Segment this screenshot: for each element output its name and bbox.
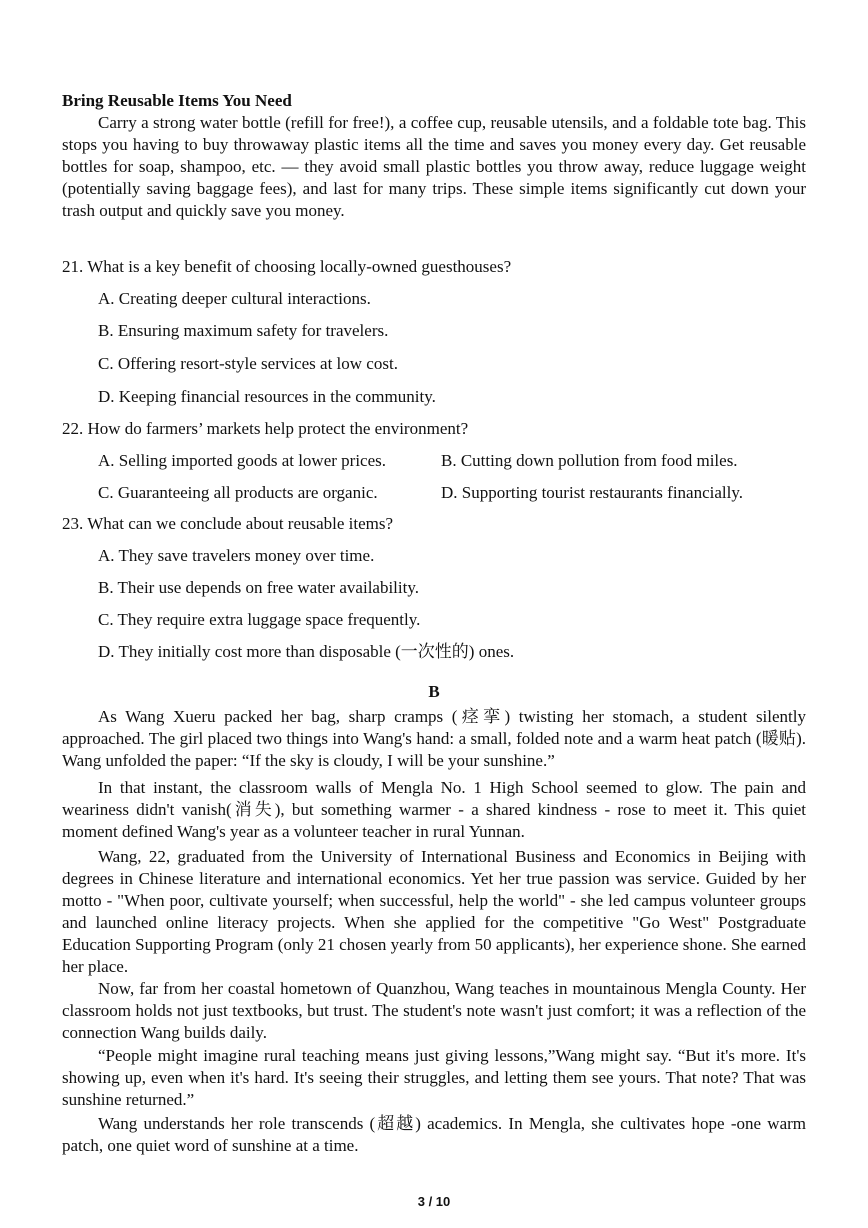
passage-b-paragraph-3: Wang, 22, graduated from the University of International Business and Economics in Beijing with degrees in Chinese literature and international economics. Yet her true passion was service. Guided by her motto - "When poor, cultivate yourself; when successful, help the world" - she led campus volunteer groups and launched online literacy projects. When she applied for the competitive "Go West" Postgraduate Education Supporting Program (only 21 chosen yearly from 50 applicants), her experience shone. She earned her place.	[62, 847, 806, 976]
question-23-option-c: C. They require extra luggage space frequently.	[98, 610, 421, 629]
question-21-option-c: C. Offering resort-style services at low cost.	[98, 354, 398, 373]
question-21-stem: 21. What is a key benefit of choosing locally-owned guesthouses?	[62, 257, 512, 276]
question-23-option-d: D. They initially cost more than disposable (一次性的) ones.	[98, 642, 515, 661]
passage-b-paragraph-6: Wang understands her role transcends (超越) academics. In Mengla, she cultivates hope -one warm patch, one quiet word of sunshine at a time.	[62, 1114, 806, 1155]
question-23-option-b: B. Their use depends on free water availability.	[98, 578, 419, 597]
question-21-option-a: A. Creating deeper cultural interactions.	[98, 289, 371, 308]
question-21-option-b: B. Ensuring maximum safety for travelers.	[98, 321, 389, 340]
passage-b-paragraph-4: Now, far from her coastal hometown of Quanzhou, Wang teaches in mountainous Mengla County. Her classroom holds not just textbooks, but trust. The student's note wasn't just comfort; it was a reflection of the connection Wang builds daily.	[62, 979, 806, 1042]
question-23-option-a: A. They save travelers money over time.	[98, 546, 375, 565]
question-22-option-d: D. Supporting tourist restaurants financially.	[441, 483, 744, 502]
question-22-option-c: C. Guaranteeing all products are organic.	[98, 483, 378, 502]
question-22-option-a: A. Selling imported goods at lower prices.	[98, 451, 387, 470]
passage-b-paragraph-1: As Wang Xueru packed her bag, sharp cramps (痉挛) twisting her stomach, a student silently approached. The girl placed two things into Wang's hand: a small, folded note and a warm heat patch (暖贴). Wang unfolded the paper: “If the sky is cloudy, I will be your sunshine.”	[62, 707, 806, 770]
reusable-items-paragraph: Carry a strong water bottle (refill for free!), a coffee cup, reusable utensils, and a foldable tote bag. This stops you having to buy throwaway plastic items all the time and saves you money every day. Get reusable bottles for soap, shampoo, etc. — they avoid small plastic bottles you throw away, reduce luggage weight (potentially saving baggage fees), and last for many trips. These simple items significantly cut down your trash output and quickly save you money.	[62, 113, 806, 220]
page-number: 3 / 10	[417, 1194, 451, 1209]
question-23-stem: 23. What can we conclude about reusable items?	[62, 514, 394, 533]
question-21-option-d: D. Keeping financial resources in the community.	[98, 387, 436, 406]
question-22-stem: 22. How do farmers’ markets help protect the environment?	[62, 419, 469, 438]
passage-b-paragraph-2: In that instant, the classroom walls of Mengla No. 1 High School seemed to glow. The pain and weariness didn't vanish(消失), but something warmer - a shared kindness - rose to meet it. This quiet moment defined Wang's year as a volunteer teacher in rural Yunnan.	[62, 778, 806, 841]
passage-b-paragraph-5: “People might imagine rural teaching means just giving lessons,”Wang might say. “But it's more. It's showing up, even when it's hard. It's seeing their struggles, and letting them see yours. That note? That was sunshine returned.”	[62, 1046, 806, 1109]
passage-b-label: B	[428, 682, 440, 701]
section-heading: Bring Reusable Items You Need	[62, 91, 292, 110]
question-22-option-b: B. Cutting down pollution from food miles.	[441, 451, 738, 470]
